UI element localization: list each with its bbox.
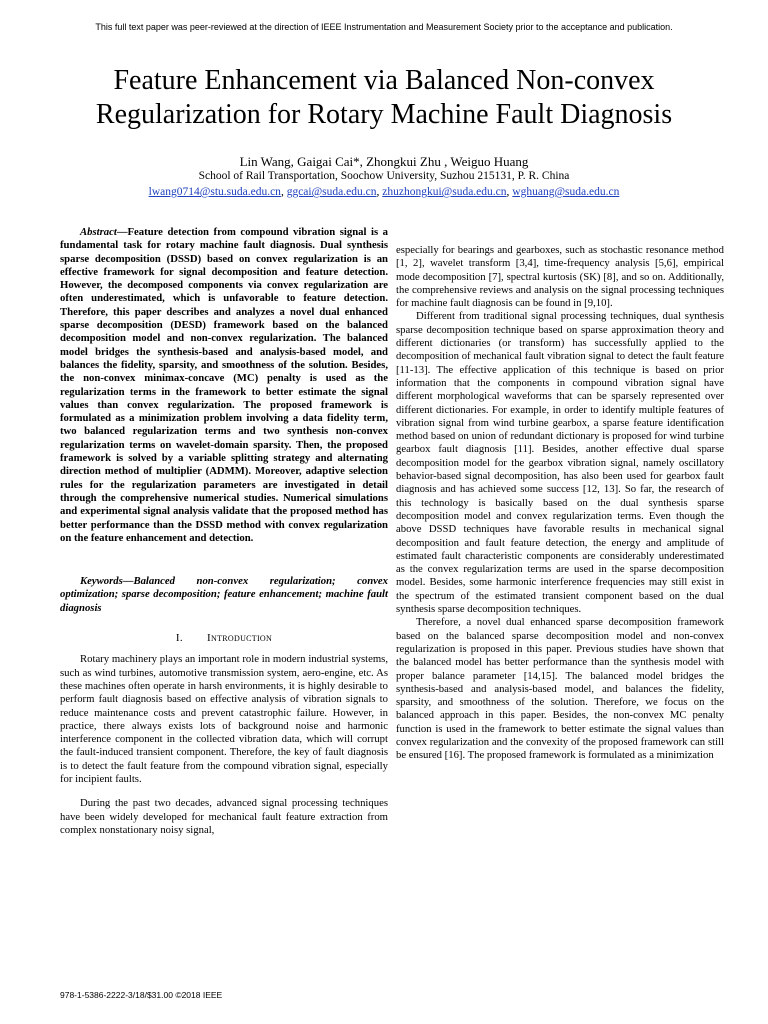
title-line-2: Regularization for Rotary Machine Fault Diagnosis (95, 99, 673, 130)
email-link[interactable]: zhuzhongkui@suda.edu.cn (382, 186, 507, 198)
abstract (60, 226, 388, 545)
keywords-label: Keywords (80, 575, 123, 588)
abstract-dash: — (116, 226, 128, 238)
email-link[interactable]: ggcai@suda.edu.cn (286, 186, 377, 198)
email-separator: , (376, 186, 383, 198)
email-link[interactable]: lwang0714@stu.suda.edu.cn (148, 186, 281, 198)
author-list: Lin Wang, Gaigai Cai*, Zhongkui Zhu , Weiguo Huang (239, 154, 529, 169)
email-list (0, 186, 768, 198)
body-paragraph: Therefore, a novel dual enhanced sparse decomposition framework based on the balanced sparse decomposition model and non-convex regularization is proposed in this paper. Previous studies have shown that the balanced model has better performance than the synthesis model with proper balance parameter [14,15]. The balanced model bridges the synthesis-based and analysis-based model, and balances the fidelity, sparsity, and smoothness of the solution. Therefore, we focus on the balanced approach in this paper. Besides, the non-convex MC penalty function is used in the framework to better estimate the signal values than convex regularization and the convexity of the proposed framework can still be ensured [16]. The proposed framework is formulated as a minimization (396, 616, 724, 762)
peer-review-note: This full text paper was peer-reviewed at the direction of IEEE Instrumentation and Measurement Society prior to the acceptance and publication. (95, 22, 673, 32)
right-column (396, 244, 724, 763)
title-line-1: Feature Enhancement via Balanced Non-convex (113, 65, 655, 96)
section-number: I. (175, 632, 183, 645)
body-paragraph: especially for bearings and gearboxes, such as stochastic resonance method [1, 2], wavelet transform [3,4], time-frequency analysis [5,6], empirical mode decomposition [7], spectral kurtosis (SK) [8], and so on. Additionally, the comprehensive reviews and analysis on the signal processing techniques for machine fault diagnosis can be found in [9,10]. (396, 244, 724, 310)
body-paragraph: Different from traditional signal processing techniques, dual synthesis sparse decomposition technique based on sparse approximation theory and different dictionaries (or transform) has successfully applied to the decomposition of mechanical fault vibration signal to detect the fault feature [11-13]. The effective application of this technique is based on prior information that the components in compound vibration signal have different morphological waveforms that can be sparsely represented over different dictionaries. For example, in order to identify multiple features of vibration signal from wind turbine gearbox, a sparse feature identification method based on union of redundant dictionary is proposed for wind turbine gearbox fault diagnosis [11]. Besides, another effective dual sparse decomposition model for the gearbox vibration signal, namely oscillatory behavior-based signal decomposition, has also been used for gearbox fault diagnosis and has achieved some success [12, 13]. So far, the research of this technology is basically based on the dual synthesis sparse decomposition model and convex regularization terms. Even though the above DSSD techniques have favorable results in mechanical signal decomposition and fault feature detection, the energy and amplitude of estimated fault characteristic components are considerably underestimated as the convex regularization terms are used in the sparse decomposition model. Besides, some harmonic interference frequencies may still exist in the spectrum of the estimated transient component based on the dual synthesis sparse decomposition techniques. (396, 310, 724, 616)
email-separator: , (280, 186, 287, 198)
section-heading-introduction (60, 632, 388, 645)
keywords (60, 575, 388, 615)
keywords-dash: — (122, 575, 134, 588)
section-title: Introduction (207, 632, 273, 645)
left-column (60, 226, 388, 837)
email-link[interactable]: wghuang@suda.edu.cn (512, 186, 620, 198)
intro-paragraph: Rotary machinery plays an important role in modern industrial systems, such as wind turbines, automotive transmission system, aero-engine, etc. As these machines often operate in harsh environments, it is highly desirable to perform fault diagnosis based on effective analysis of vibration signals to reduce maintenance costs and prevent catastrophic failure. However, in practice, there always exists lots of background noise and harmonic interference component in the collected vibration data, which will corrupt the fault-induced transient component. Therefore, the key of fault diagnosis is to detect the fault feature from the compound vibration signal, especially for incipient faults. (60, 653, 388, 785)
abstract-text: Feature detection from compound vibration signal is a fundamental task for rotary machine fault diagnosis. Dual synthesis sparse decomposition (DSSD) based on convex regularization is an effective framework for signal decomposition and feature detection. However, the decomposed components via convex regularization are often underestimated, which is unfavorable to feature detection. Therefore, this paper describes and analyzes a novel dual enhanced sparse decomposition (DESD) framework based on the balanced decomposition model and non-convex regularization. The balanced model bridges the synthesis-based and analysis-based model, and balances the fidelity, sparsity, and smoothness of the solution. Besides, the non-convex minimax-concave (MC) penalty is used as the regularization terms in the framework to better estimate the signal values than convex regularization. The proposed framework is formulated as a minimization problem involving a data fidelity term, two balanced regularization terms and two synthesis non-convex regularization terms on wavelet-domain sparsity. Then, the proposed framework is solved by a variable splitting strategy and alternating direction method of multiplier (ADMM). Moreover, adaptive selection rules for the regularization parameters are investigated in detail through the comprehensive numerical studies. Numerical simulations and experimental signal analysis validate that the proposed method has better performance than the DSSD method with convex regularization on the feature enhancement and detection. (60, 226, 388, 544)
affiliation: School of Rail Transportation, Soochow University, Suzhou 215131, P. R. China (198, 170, 570, 182)
abstract-label: Abstract (80, 226, 117, 238)
email-separator: , (506, 186, 513, 198)
keywords-text: Balanced non-convex regularization; convex optimization; sparse decomposition; feature enhancement; machine fault diagnosis (60, 575, 388, 614)
intro-paragraph: During the past two decades, advanced signal processing techniques have been widely developed for mechanical fault feature extraction from complex nonstationary noisy signal, (60, 797, 388, 836)
paper-title (40, 64, 728, 132)
copyright-footer: 978-1-5386-2222-3/18/$31.00 ©2018 IEEE (60, 990, 223, 1000)
